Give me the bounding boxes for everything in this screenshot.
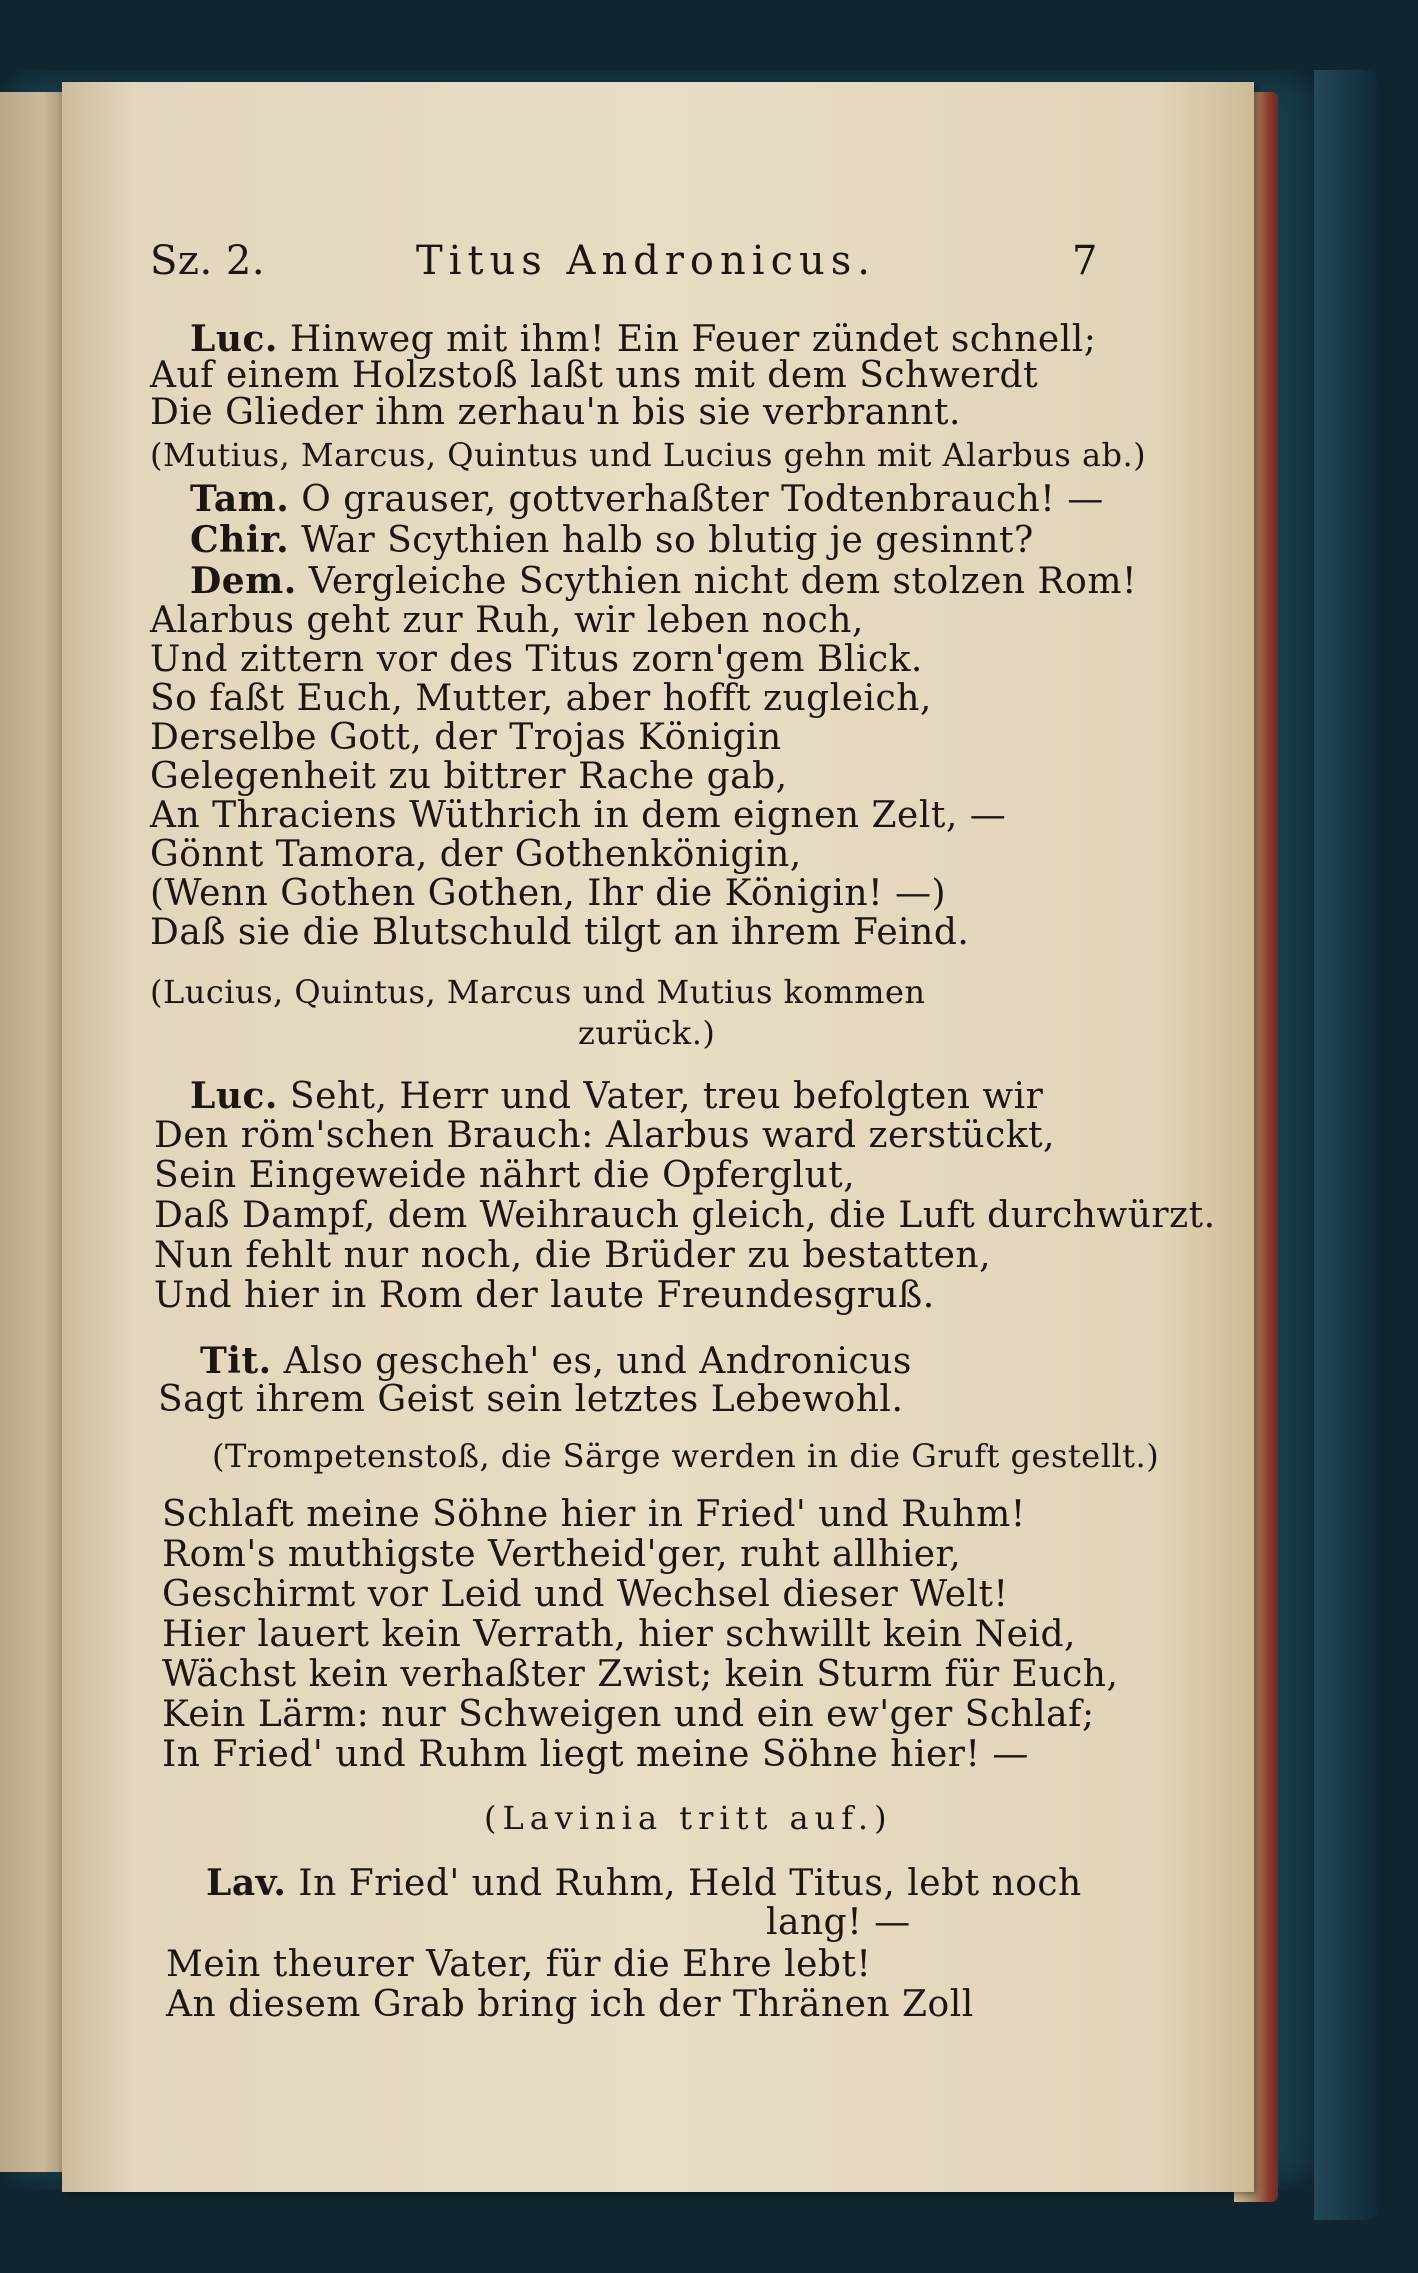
verse-line: Den röm'schen Brauch: Alarbus ward zerstückt, (154, 1115, 1056, 1156)
stage-direction: zurück.) (578, 1014, 716, 1052)
verse-line: Hier lauert kein Verrath, hier schwillt kein Neid, (162, 1614, 1076, 1655)
verse-line: Schlaft meine Söhne hier in Fried' und Ruhm! (162, 1494, 1026, 1535)
verse-text: Vergleiche Scythien nicht dem stolzen Rom! (308, 561, 1137, 602)
verse-line: Alarbus geht zur Ruh, wir leben noch, (150, 600, 864, 641)
verse-line: Und hier in Rom der laute Freundesgruß. (154, 1275, 935, 1316)
verse-text: Hinweg mit ihm! Ein Feuer zündet schnell; (289, 319, 1097, 360)
verse-text: O grauser, gottverhaßter Todtenbrauch! — (301, 479, 1104, 520)
verse-line: Derselbe Gott, der Trojas Königin (150, 717, 782, 758)
verse-line: An diesem Grab bring ich der Thränen Zoll (166, 1984, 974, 2025)
verse-line: Sein Eingeweide nährt die Opferglut, (154, 1155, 856, 1196)
running-title: Titus Andronicus. (416, 238, 876, 284)
stage-direction: (Mutius, Marcus, Quintus und Lucius gehn mit Alarbus ab.) (150, 436, 1147, 474)
verse-line: Rom's muthigste Vertheid'ger, ruht allhier, (162, 1534, 962, 1575)
scene-label: Sz. 2. (150, 238, 266, 284)
speaker-name: Tit. (200, 1340, 272, 1382)
verse-text: War Scythien halb so blutig je gesinnt? (301, 520, 1034, 561)
verse-line: Mein theurer Vater, für die Ehre lebt! (166, 1944, 872, 1985)
cover-edge (1314, 70, 1384, 2220)
verse-text: Also gescheh' es, und Andronicus (283, 1341, 912, 1382)
verse-line (190, 1075, 1043, 1118)
verse-line (190, 478, 1104, 521)
verse-line: So faßt Euch, Mutter, aber hofft zugleich, (150, 678, 932, 719)
verse-line: (Wenn Gothen Gothen, Ihr die Königin! —) (150, 873, 947, 914)
verse-line: lang! — (766, 1902, 911, 1943)
verse-text: In Fried' und Ruhm, Held Titus, lebt noch (298, 1863, 1082, 1904)
verse-line: Auf einem Holzstoß laßt uns mit dem Schwerdt (150, 355, 1039, 396)
verse-line: Gelegenheit zu bittrer Rache gab, (150, 756, 788, 797)
verse-line: An Thraciens Wüthrich in dem eignen Zelt, — (150, 795, 1007, 836)
speaker-name: Luc. (190, 1075, 278, 1117)
speaker-name: Chir. (190, 519, 290, 561)
stage-direction: (Trompetenstoß, die Särge werden in die Gruft gestellt.) (212, 1437, 1160, 1475)
verse-line: Daß Dampf, dem Weihrauch gleich, die Luft durchwürzt. (154, 1195, 1216, 1236)
speaker-name: Luc. (190, 318, 278, 360)
page-number: 7 (1072, 238, 1098, 284)
verse-line (190, 560, 1137, 603)
speaker-name: Lav. (206, 1862, 287, 1904)
verse-line: Die Glieder ihm zerhau'n bis sie verbrannt. (150, 392, 961, 433)
stage-direction: (Lavinia tritt auf.) (484, 1799, 893, 1837)
verse-line (200, 1340, 912, 1383)
verse-line (206, 1862, 1082, 1905)
verse-line: In Fried' und Ruhm liegt meine Söhne hier! — (162, 1734, 1029, 1775)
verse-line: Sagt ihrem Geist sein letztes Lebewohl. (158, 1379, 904, 1420)
verse-line: Und zittern vor des Titus zorn'gem Blick. (150, 639, 923, 680)
book-page (62, 82, 1254, 2192)
speaker-name: Dem. (190, 560, 297, 602)
verse-line: Gönnt Tamora, der Gothenkönigin, (150, 834, 802, 875)
verse-line: Nun fehlt nur noch, die Brüder zu bestatten, (154, 1235, 992, 1276)
verse-line: Daß sie die Blutschuld tilgt an ihrem Feind. (150, 912, 970, 953)
verse-line (190, 519, 1034, 562)
stage-direction: (Lucius, Quintus, Marcus und Mutius kommen (150, 973, 926, 1011)
verse-line: Wächst kein verhaßter Zwist; kein Sturm für Euch, (162, 1654, 1119, 1695)
speaker-name: Tam. (190, 478, 290, 520)
verse-line: Geschirmt vor Leid und Wechsel dieser Welt! (162, 1574, 1009, 1615)
verse-text: Seht, Herr und Vater, treu befolgten wir (289, 1076, 1044, 1117)
verse-line: Kein Lärm: nur Schweigen und ein ew'ger Schlaf; (162, 1694, 1095, 1735)
